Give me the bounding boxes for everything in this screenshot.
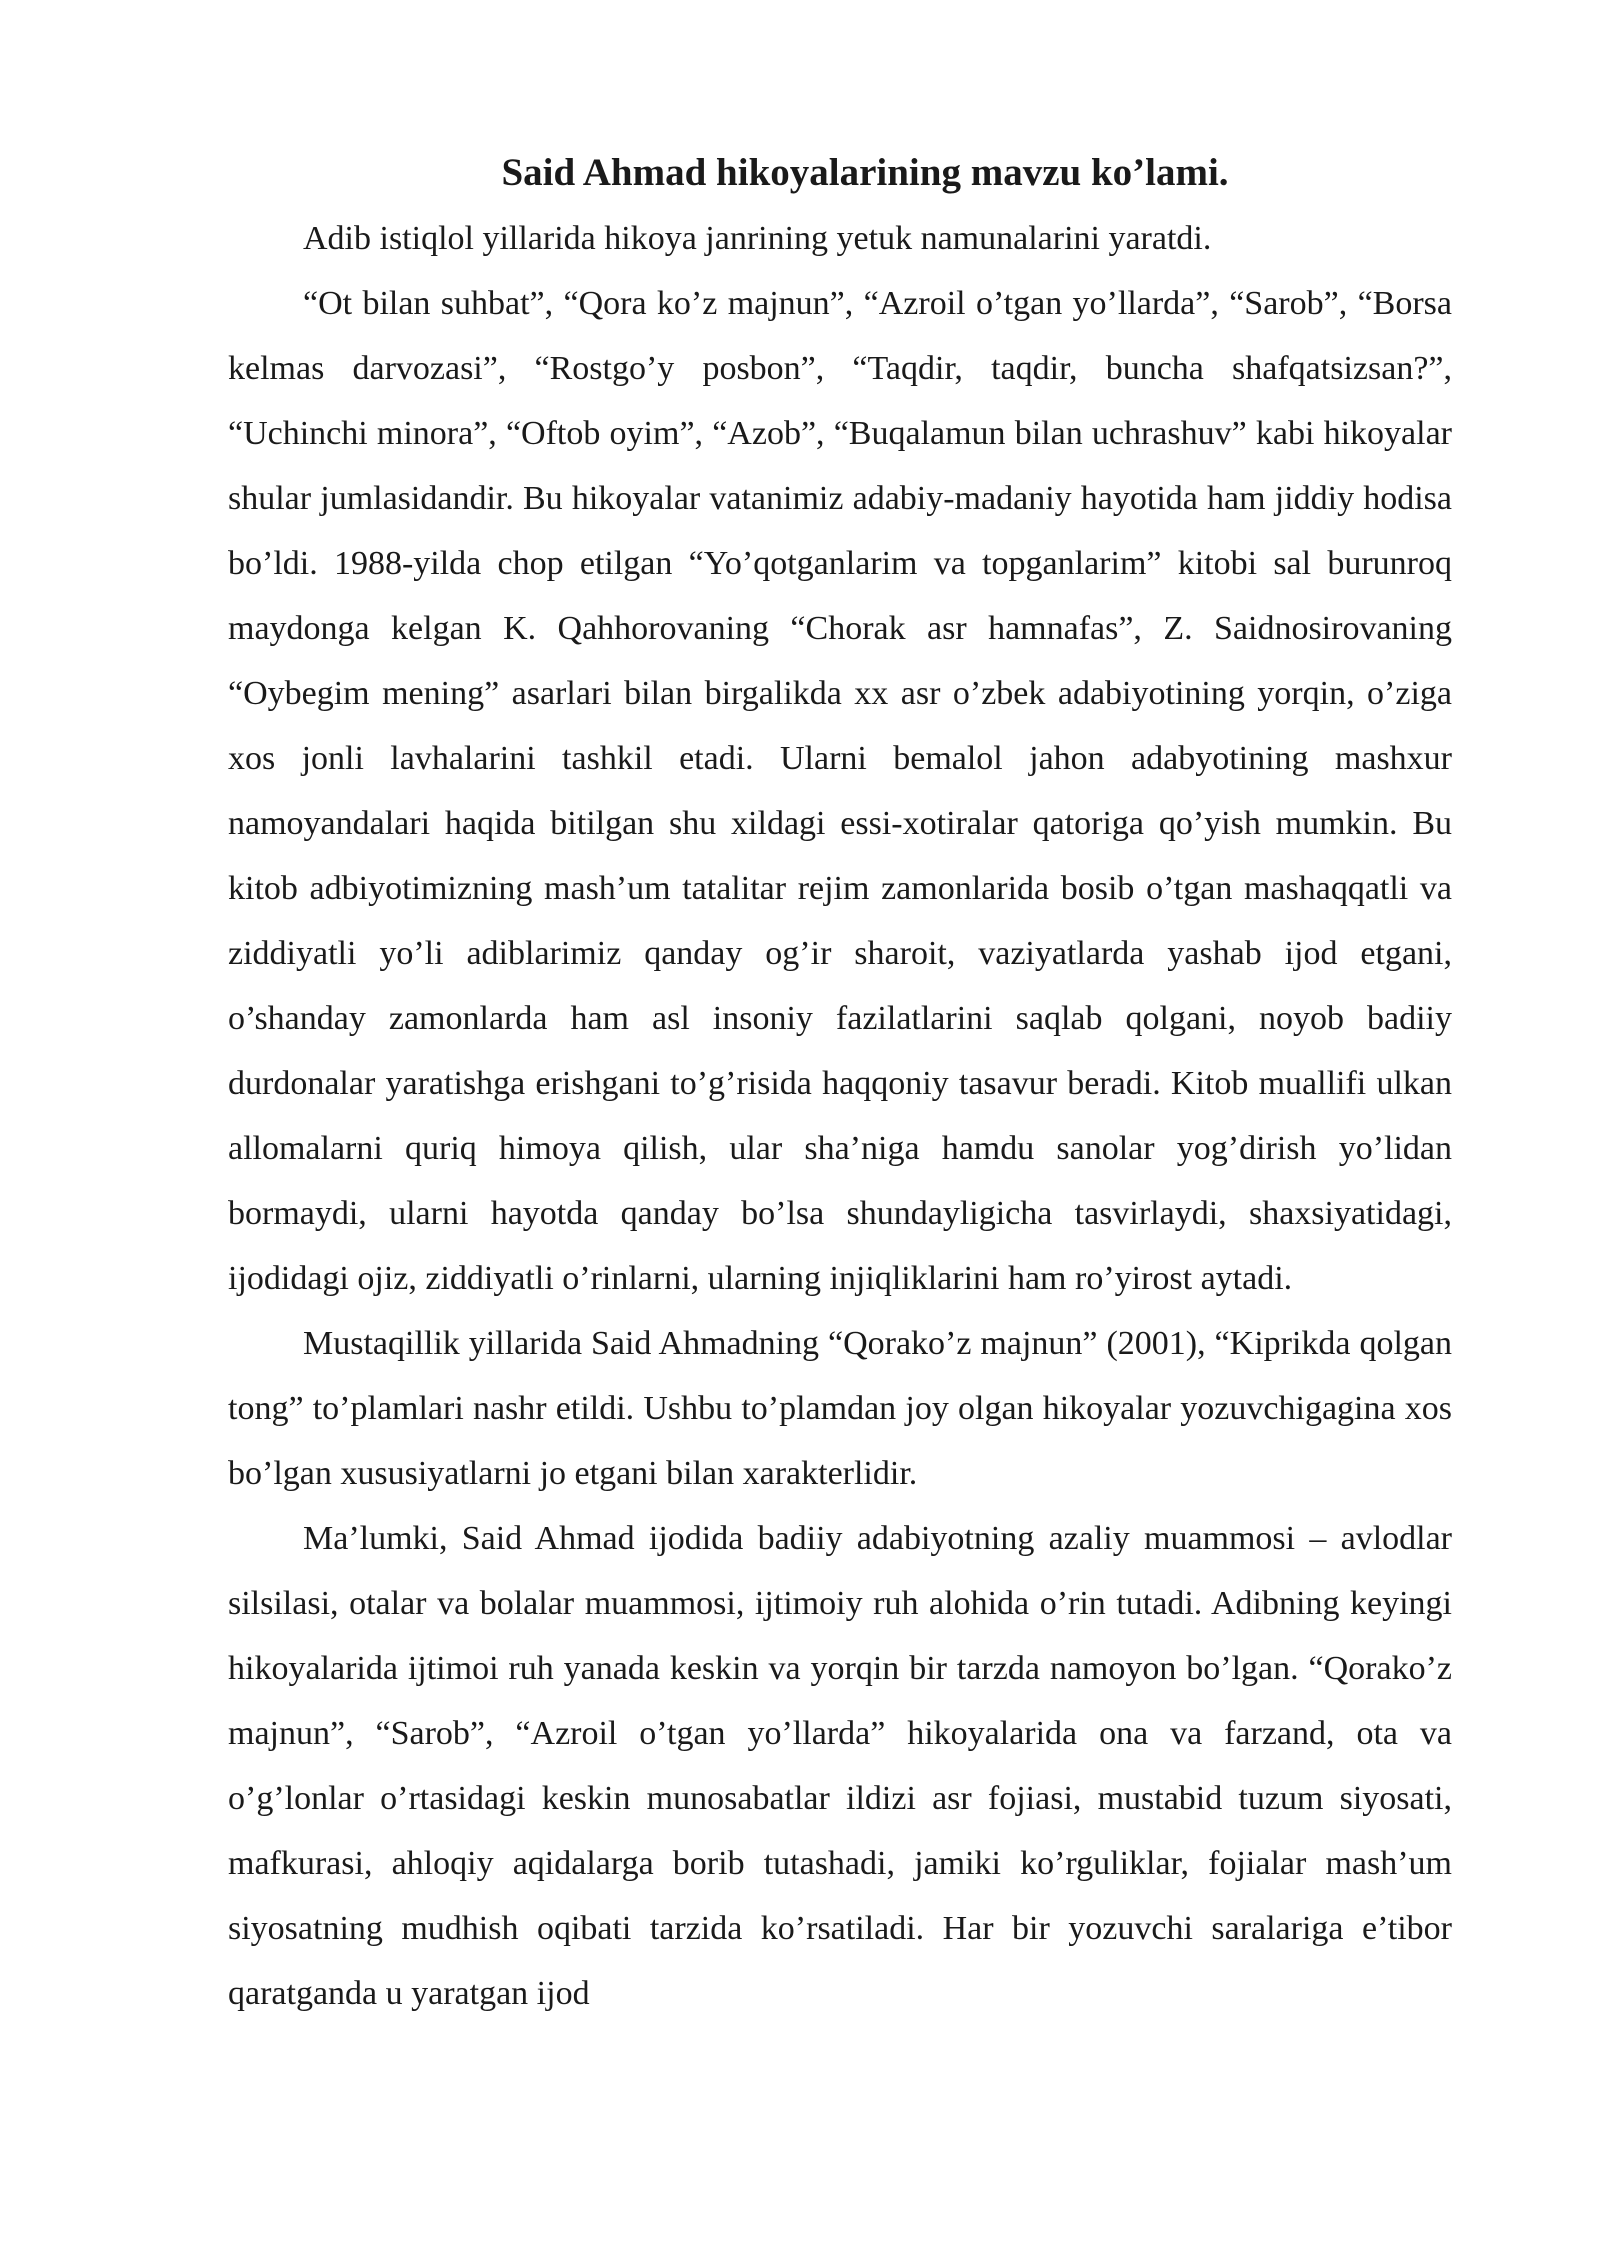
paragraph-intro: Adib istiqlol yillarida hikoya janrining yetuk namunalarini yaratdi. [303,220,1212,257]
paragraph-independence-years: Mustaqillik yillarida Said Ahmadning “Qorako’z majnun” (2001), “Kiprikda qolgan tong” to’plamlari nashr etildi. Ushbu to’plamdan joy olgan hikoyalar yozuvchigagina xos bo’lgan xususiyatlarni jo etgani bilan xarakterlidir. [228,1325,1452,1492]
paragraph-stories-list: “Ot bilan suhbat”, “Qora ko’z majnun”, “Azroil o’tgan yo’llarda”, “Sarob”, “Borsa kelmas darvozasi”, “Rostgo’y posbon”, “Taqdir, taqdir, buncha shafqatsizsan?”, “Uchinchi minora”, “Oftob oyim”, “Azob”, “Buqalamun bilan uchrashuv” kabi hikoyalar shular jumlasidandir. Bu hikoyalar vatanimiz adabiy-madaniy hayotida ham jiddiy hodisa bo’ldi. 1988-yilda chop etilgan “Yo’qotganlarim va topganlarim” kitobi sal burunroq maydonga kelgan K. Qahhorovaning “Chorak asr hamnafas”, Z. Saidnosirovaning “Oybegim mening” asarlari bilan birgalikda xx asr o’zbek adabiyotining yorqin, o’ziga xos jonli lavhalarini tashkil etadi. Ularni bemalol jahon adabyotining mashxur namoyandalari haqida bitilgan shu xildagi essi-xotiralar qatoriga qo’yish mumkin. Bu kitob adbiyotimizning mash’um tatalitar rejim zamonlarida bosib o’tgan mashaqqatli va ziddiyatli yo’li adiblarimiz qanday og’ir sharoit, vaziyatlarda yashab ijod etgani, o’shanday zamonlarda ham asl insoniy fazilatlarini saqlab qolgani, noyob badiiy durdonalar yaratishga erishgani to’g’risida haqqoniy tasavur beradi. Kitob muallifi ulkan allomalarni quriq himoya qilish, ular sha’niga hamdu sanolar yog’dirish yo’lidan bormaydi, ularni hayotda qanday bo’lsa shundayligicha tasvirlaydi, shaxsiyatidagi, ijodidagi ojiz, ziddiyatli o’rinlarni, ularning injiqliklarini ham ro’yirost aytadi. [228,285,1452,1297]
paragraph-social-themes: Ma’lumki, Said Ahmad ijodida badiiy adabiyotning azaliy muammosi – avlodlar silsilasi, otalar va bolalar muammosi, ijtimoiy ruh alohida o’rin tutadi. Adibning keyingi hikoyalarida ijtimoi ruh yanada keskin va yorqin bir tarzda namoyon bo’lgan. “Qorako’z majnun”, “Sarob”, “Azroil o’tgan yo’llarda” hikoyalarida ona va farzand, ota va o’g’lonlar o’rtasidagi keskin munosabatlar ildizi asr fojiasi, mustabid tuzum siyosati, mafkurasi, ahloqiy aqidalarga borib tutashadi, jamiki ko’rguliklar, fojialar mash’um siyosatning mudhish oqibati tarzida ko’rsatiladi. Har bir yozuvchi saralariga e’tibor qaratganda u yaratgan ijod [228,1520,1452,2012]
document-body [228,140,1452,2026]
document-title: Said Ahmad hikoyalarining mavzu ko’lami. [501,151,1229,194]
